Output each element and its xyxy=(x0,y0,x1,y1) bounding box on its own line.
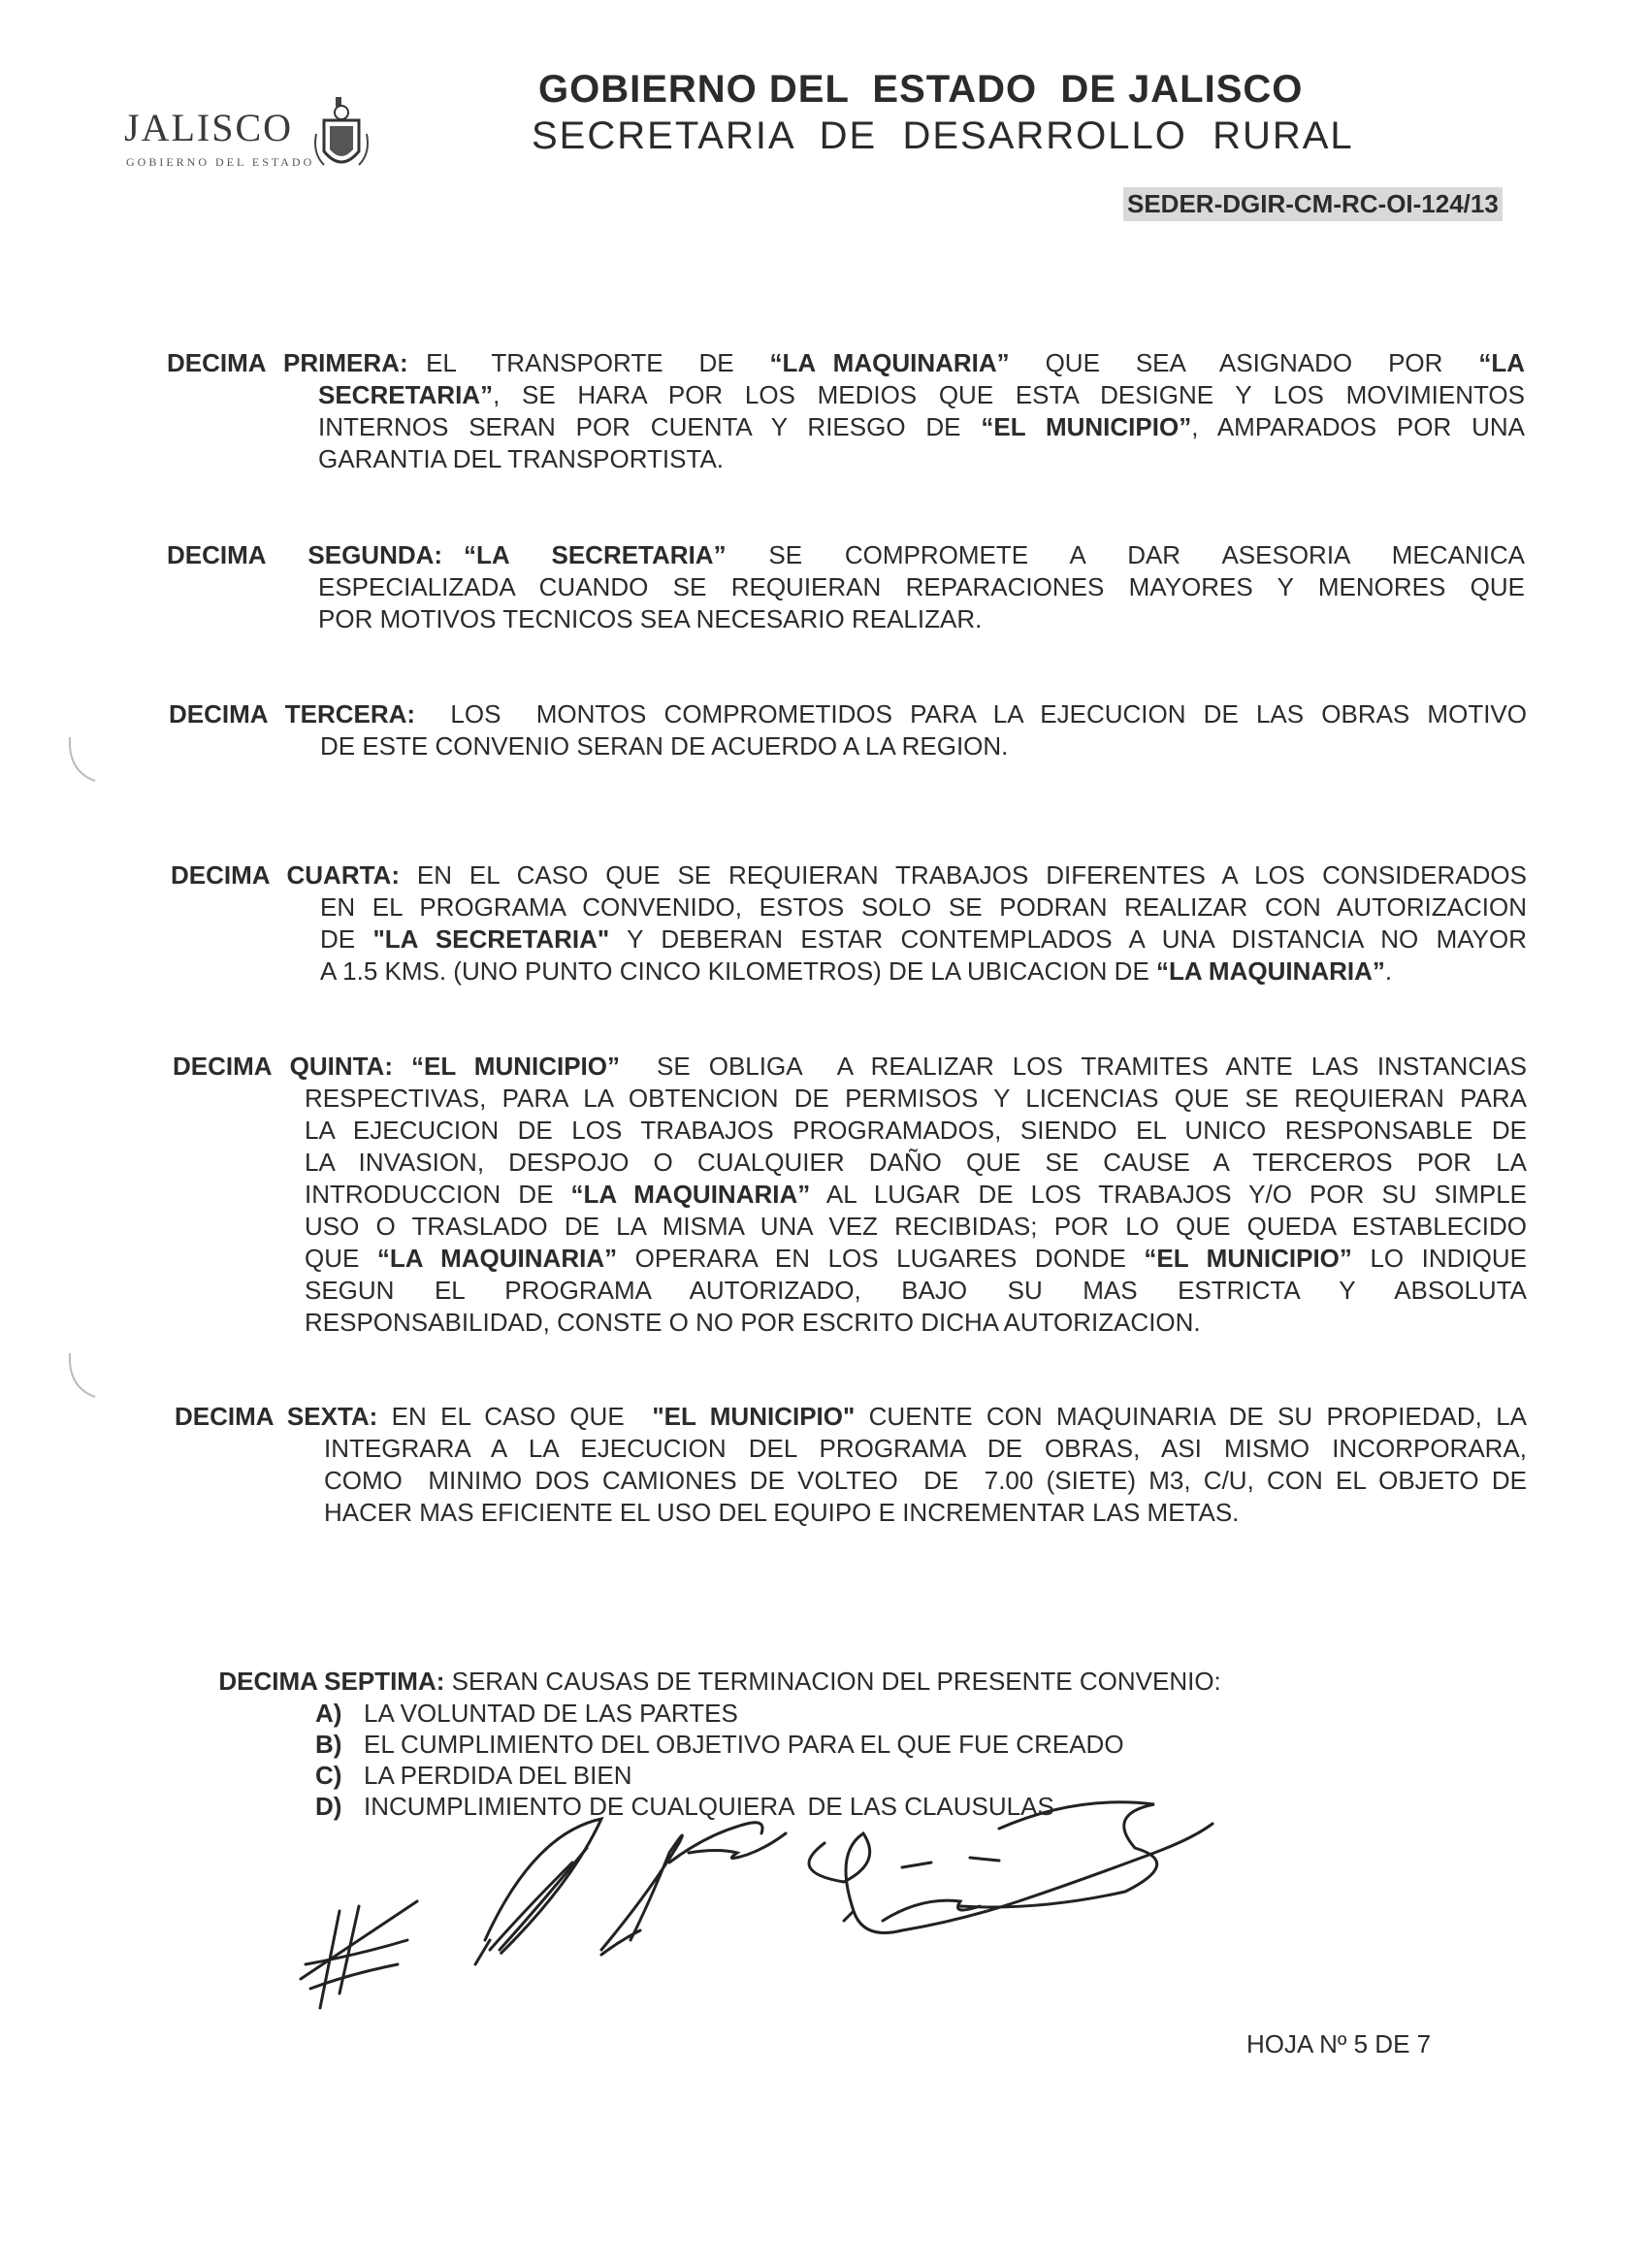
clause-heading: DECIMA CUARTA: xyxy=(171,860,400,890)
list-item: D) INCUMPLIMIENTO DE CUALQUIERA DE LAS CLAUSULAS xyxy=(315,1792,1054,1821)
clause-decima-quinta: DECIMA QUINTA: “EL MUNICIPIO” SE OBLIGA A REALIZAR LOS TRAMITES ANTE LAS INSTANCIAS RESPECTIVAS, PARA LA OBTENCION DE PERMISOS Y LICENCIAS QUE SE REQUIERAN PARA LA EJECUCION DE LOS TRABAJOS PROGRAMADOS, SIENDO EL UNICO RESPONSABLE DE LA INVASION, DESPOJO O CUALQUIER DAÑO QUE SE CAUSE A TERCEROS POR LA INTRODUCCION DE “LA MAQUINARIA” AL LUGAR DE LOS TRABAJOS Y/O POR SU SIMPLE USO O TRASLADO DE LA MISMA UNA VEZ RECIBIDAS; POR LO QUE QUEDA ESTABLECIDO QUE “LA MAQUINARIA” OPERARA EN LOS LUGARES DONDE “EL MUNICIPIO” LO INDIQUE SEGUN EL PROGRAMA AUTORIZADO, BAJO SU MAS ESTRICTA Y ABSOLUTA RESPONSABILIDAD, CONSTE O NO POR ESCRITO DICHA AUTORIZACION. xyxy=(173,1052,1528,1337)
signature-4 xyxy=(809,1802,1212,1933)
page-number: HOJA Nº 5 DE 7 xyxy=(1246,2029,1432,2058)
clause-heading: DECIMA SEGUNDA: xyxy=(167,540,443,569)
clause-decima-segunda: DECIMA SEGUNDA: “LA SECRETARIA” SE COMPROMETE A DAR ASESORIA MECANICA ESPECIALIZADA CUANDO SE REQUIERAN REPARACIONES MAYORES Y MENORES QUE POR MOTIVOS TECNICOS SEA NECESARIO REALIZAR. xyxy=(167,540,1525,633)
clause-decima-primera: DECIMA PRIMERA: EL TRANSPORTE DE “LA MAQUINARIA” QUE SEA ASIGNADO POR “LA SECRETARIA”, SE HARA POR LOS MEDIOS QUE ESTA DESIGNE Y LOS MOVIMIENTOS INTERNOS SERAN POR CUENTA Y RIESGO DE “EL MUNICIPIO”, AMPARADOS POR UNA GARANTIA DEL TRANSPORTISTA. xyxy=(167,348,1525,473)
clause-heading: DECIMA SEPTIMA: xyxy=(218,1667,445,1696)
secretariat-subtitle: SECRETARIA DE DESARROLLO RURAL xyxy=(532,114,1354,157)
clause-decima-tercera: DECIMA TERCERA: LOS MONTOS COMPROMETIDOS PARA LA EJECUCION DE LAS OBRAS MOTIVO DE ESTE CONVENIO SERAN DE ACUERDO A LA REGION. xyxy=(169,699,1527,761)
clause-heading: DECIMA QUINTA: xyxy=(173,1052,393,1081)
clause-heading: DECIMA TERCERA: xyxy=(169,699,416,729)
scan-mark xyxy=(60,1348,99,1407)
scan-mark xyxy=(60,732,99,791)
logo-wordmark: JALISCO xyxy=(124,106,294,149)
logo-subtext: GOBIERNO DEL ESTADO xyxy=(126,155,315,169)
clause-heading: DECIMA SEXTA: xyxy=(175,1402,378,1431)
signature-1 xyxy=(301,1901,417,2008)
list-item: B) EL CUMPLIMIENTO DEL OBJETIVO PARA EL QUE FUE CREADO xyxy=(315,1730,1124,1759)
list-item: C) LA PERDIDA DEL BIEN xyxy=(315,1761,632,1790)
clause-decima-septima: DECIMA SEPTIMA: SERAN CAUSAS DE TERMINACION DEL PRESENTE CONVENIO: xyxy=(218,1667,1221,1696)
jalisco-logo xyxy=(124,95,376,182)
signature-3 xyxy=(601,1823,786,1955)
signature-2 xyxy=(475,1819,601,1964)
signatures-block xyxy=(281,1795,1300,2018)
clause-heading: DECIMA PRIMERA: xyxy=(167,348,408,377)
coat-of-arms-icon xyxy=(310,95,372,182)
government-title: GOBIERNO DEL ESTADO DE JALISCO xyxy=(538,68,1304,111)
reference-code: SEDER-DGIR-CM-RC-OI-124/13 xyxy=(1123,187,1503,221)
list-item: A) LA VOLUNTAD DE LAS PARTES xyxy=(315,1699,738,1728)
clause-decima-sexta: DECIMA SEXTA: EN EL CASO QUE "EL MUNICIPIO" CUENTE CON MAQUINARIA DE SU PROPIEDAD, LA INTEGRARA A LA EJECUCION DEL PROGRAMA DE OBRAS, ASI MISMO INCORPORARA, COMO MINIMO DOS CAMIONES DE VOLTEO DE 7.00 (SIETE) M3, C/U, CON EL OBJETO DE HACER MAS EFICIENTE EL USO DEL EQUIPO E INCREMENTAR LAS METAS. xyxy=(175,1402,1527,1527)
clause-decima-cuarta: DECIMA CUARTA: EN EL CASO QUE SE REQUIERAN TRABAJOS DIFERENTES A LOS CONSIDERADOS EN EL PROGRAMA CONVENIDO, ESTOS SOLO SE PODRAN REALIZAR CON AUTORIZACION DE "LA SECRETARIA" Y DEBERAN ESTAR CONTEMPLADOS A UNA DISTANCIA NO MAYOR A 1.5 KMS. (UNO PUNTO CINCO KILOMETROS) DE LA UBICACION DE “LA MAQUINARIA”. xyxy=(171,860,1527,986)
